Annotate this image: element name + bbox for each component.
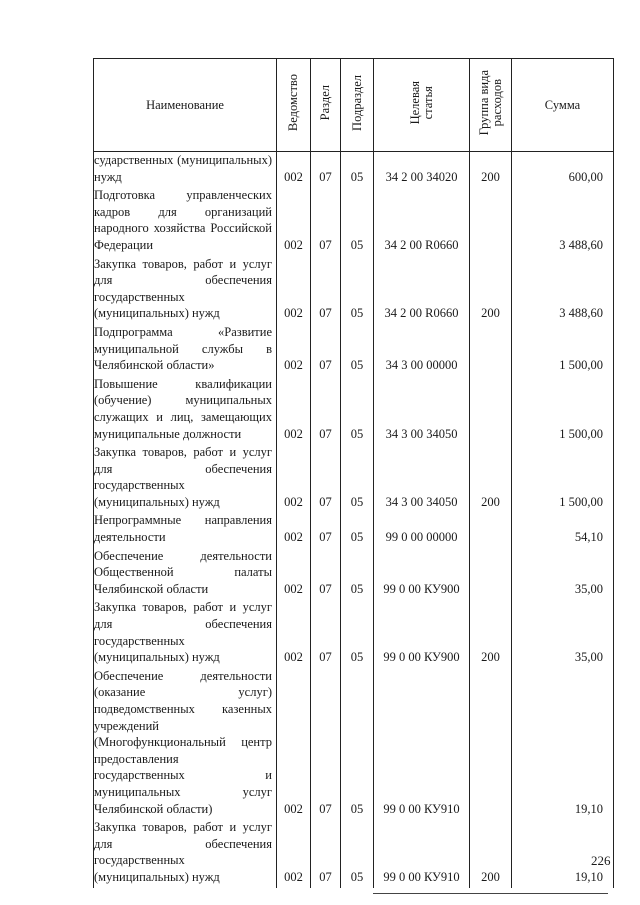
- row-podrazdel: 05: [341, 819, 374, 887]
- row-gruppa: 200: [470, 152, 512, 188]
- footer-divider: [373, 893, 608, 894]
- row-summa: 35,00: [512, 548, 614, 600]
- row-summa: 19,10: [512, 668, 614, 819]
- row-podrazdel: 05: [341, 152, 374, 188]
- header-name: Наименование: [94, 59, 277, 152]
- table-row: [94, 256, 614, 324]
- table-row: [94, 444, 614, 512]
- row-vedomstvo: 002: [277, 376, 311, 444]
- row-name: Непрограммные направления деятельности: [94, 512, 277, 547]
- row-summa: 1 500,00: [512, 324, 614, 376]
- table-row: [94, 668, 614, 819]
- row-celevaya: 99 0 00 КУ910: [374, 819, 470, 887]
- table-row: [94, 152, 614, 188]
- header-celevaya: [374, 59, 470, 152]
- row-celevaya: 34 3 00 00000: [374, 324, 470, 376]
- table-row: [94, 187, 614, 255]
- row-summa: 3 488,60: [512, 187, 614, 255]
- row-celevaya: 99 0 00 КУ910: [374, 668, 470, 819]
- row-name: Повышение квалификации (обучение) муниципальных служащих и лиц, замещающих муниципальные должности: [94, 376, 277, 444]
- row-name: Подготовка управленческих кадров для организаций народного хозяйства Российской Федерации: [94, 187, 277, 255]
- row-vedomstvo: 002: [277, 444, 311, 512]
- row-gruppa: [470, 324, 512, 376]
- table-row: [94, 599, 614, 667]
- header-celevaya-label: Целевая статья: [407, 81, 435, 125]
- table-row: [94, 548, 614, 600]
- row-gruppa: 200: [470, 256, 512, 324]
- row-vedomstvo: 002: [277, 256, 311, 324]
- row-podrazdel: 05: [341, 512, 374, 547]
- header-razdel: [311, 59, 341, 152]
- row-podrazdel: 05: [341, 444, 374, 512]
- header-podrazdel-label: Подраздел: [349, 75, 364, 131]
- row-podrazdel: 05: [341, 187, 374, 255]
- row-celevaya: 99 0 00 КУ900: [374, 548, 470, 600]
- header-vedomstvo-label: Ведомство: [286, 74, 300, 132]
- table-header: [94, 59, 614, 152]
- row-celevaya: 34 2 00 R0660: [374, 256, 470, 324]
- row-name: сударственных (муниципальных) нужд: [94, 152, 277, 188]
- row-summa: 1 500,00: [512, 444, 614, 512]
- table-row: [94, 819, 614, 887]
- row-celevaya: 34 2 00 R0660: [374, 187, 470, 255]
- row-gruppa: [470, 187, 512, 255]
- row-name: Подпрограмма «Развитие муниципальной службы в Челябинской области»: [94, 324, 277, 376]
- header-razdel-label: Раздел: [318, 85, 332, 121]
- row-razdel: 07: [311, 324, 341, 376]
- row-celevaya: 34 3 00 34050: [374, 376, 470, 444]
- row-razdel: 07: [311, 256, 341, 324]
- row-razdel: 07: [311, 444, 341, 512]
- row-summa: 1 500,00: [512, 376, 614, 444]
- row-summa: 35,00: [512, 599, 614, 667]
- row-podrazdel: 05: [341, 668, 374, 819]
- row-vedomstvo: 002: [277, 548, 311, 600]
- row-gruppa: [470, 512, 512, 547]
- row-name: Обеспечение деятельности (оказание услуг) подведомственных казенных учреждений (Многофункциональный центр предоставления государственных и муниципальных услуг Челябинской области): [94, 668, 277, 819]
- row-vedomstvo: 002: [277, 187, 311, 255]
- row-razdel: 07: [311, 548, 341, 600]
- row-razdel: 07: [311, 187, 341, 255]
- page-number: 226: [591, 853, 611, 868]
- row-vedomstvo: 002: [277, 512, 311, 547]
- header-podrazdel: [341, 59, 374, 152]
- row-gruppa: [470, 548, 512, 600]
- row-celevaya: 34 2 00 34020: [374, 152, 470, 188]
- row-name: Закупка товаров, работ и услуг для обеспечения государственных (муниципальных) нужд: [94, 256, 277, 324]
- row-gruppa: 200: [470, 819, 512, 887]
- row-vedomstvo: 002: [277, 152, 311, 188]
- row-gruppa: 200: [470, 599, 512, 667]
- header-gruppa-label: Группа вида расходов: [476, 70, 504, 136]
- row-summa: 600,00: [512, 152, 614, 188]
- row-gruppa: [470, 376, 512, 444]
- header-gruppa: [470, 59, 512, 152]
- row-name: Закупка товаров, работ и услуг для обеспечения государственных (муниципальных) нужд: [94, 819, 277, 887]
- row-name: Закупка товаров, работ и услуг для обеспечения государственных (муниципальных) нужд: [94, 599, 277, 667]
- row-name: Обеспечение деятельности Общественной палаты Челябинской области: [94, 548, 277, 600]
- row-razdel: 07: [311, 152, 341, 188]
- row-razdel: 07: [311, 599, 341, 667]
- table-row: [94, 376, 614, 444]
- row-razdel: 07: [311, 819, 341, 887]
- row-vedomstvo: 002: [277, 599, 311, 667]
- row-razdel: 07: [311, 512, 341, 547]
- row-summa: 54,10: [512, 512, 614, 547]
- row-name: Закупка товаров, работ и услуг для обеспечения государственных (муниципальных) нужд: [94, 444, 277, 512]
- row-gruppa: [470, 668, 512, 819]
- row-razdel: 07: [311, 376, 341, 444]
- row-summa: 19,10: [512, 819, 614, 887]
- table-body: [94, 152, 614, 888]
- row-podrazdel: 05: [341, 599, 374, 667]
- row-podrazdel: 05: [341, 548, 374, 600]
- row-podrazdel: 05: [341, 324, 374, 376]
- row-vedomstvo: 002: [277, 668, 311, 819]
- row-vedomstvo: 002: [277, 819, 311, 887]
- header-summa: Сумма: [512, 59, 614, 152]
- header-vedomstvo: [277, 59, 311, 152]
- table-row: [94, 324, 614, 376]
- row-gruppa: 200: [470, 444, 512, 512]
- row-celevaya: 99 0 00 КУ900: [374, 599, 470, 667]
- row-celevaya: 34 3 00 34050: [374, 444, 470, 512]
- row-podrazdel: 05: [341, 256, 374, 324]
- row-vedomstvo: 002: [277, 324, 311, 376]
- row-podrazdel: 05: [341, 376, 374, 444]
- row-celevaya: 99 0 00 00000: [374, 512, 470, 547]
- table-row: [94, 512, 614, 547]
- budget-table: [93, 58, 614, 888]
- row-summa: 3 488,60: [512, 256, 614, 324]
- row-razdel: 07: [311, 668, 341, 819]
